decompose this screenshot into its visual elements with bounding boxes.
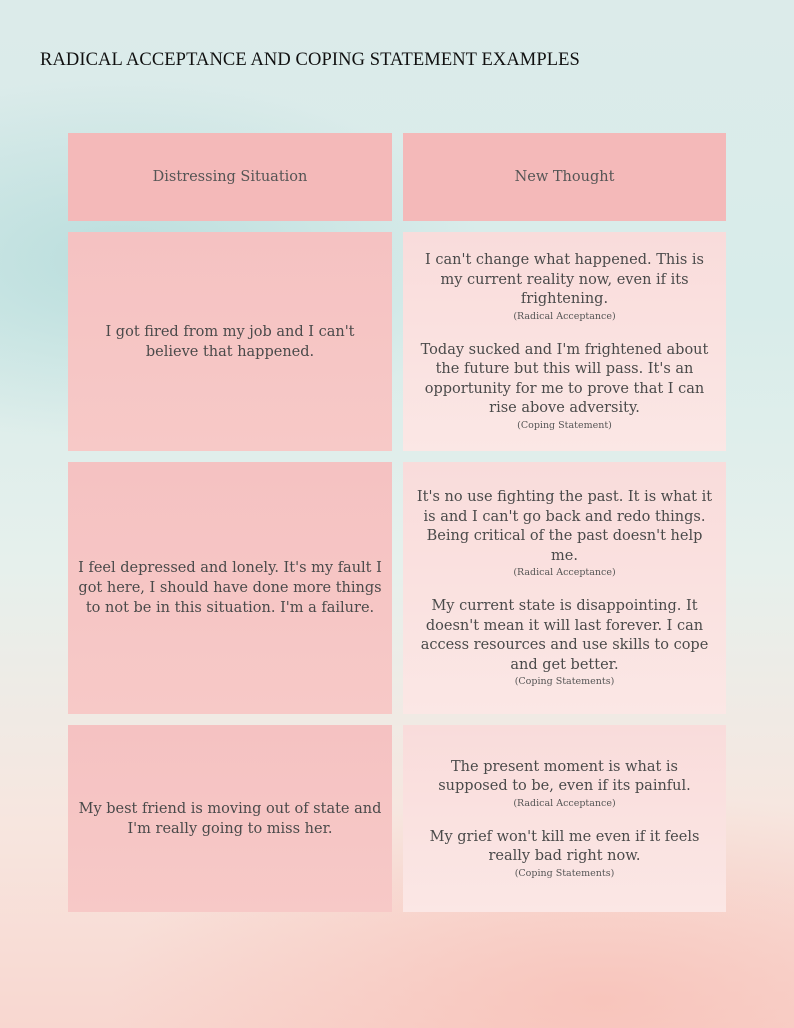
radical-acceptance-statement: It's no use fighting the past. It is what it is and I can't go back and redo things. Being critical of the past doesn't help me. (416, 489, 713, 564)
situation-text: I feel depressed and lonely. It's my fault I got here, I should have done more things to not be in this situation. I'm a failure. (78, 560, 382, 616)
coping-statement: Today sucked and I'm frightened about the future but this will pass. It's an opportunity for me to prove that I can rise above adversity. (420, 341, 709, 417)
statement-type-label: (Coping Statement) (517, 419, 612, 431)
situation-cell (68, 462, 392, 714)
page-title: RADICAL ACCEPTANCE AND COPING STATEMENT EXAMPLES (40, 50, 580, 70)
new-thought-cell (403, 462, 726, 714)
statement-type-label: (Coping Statements) (514, 676, 615, 687)
radical-acceptance-statement: I can't change what happened. This is my current reality now, even if its frightening. (425, 252, 704, 308)
situation-cell (68, 725, 392, 912)
radical-acceptance-statement: The present moment is what is supposed to be, even if its painful. (438, 758, 691, 794)
new-thought-cell (403, 232, 726, 451)
situation-text: My best friend is moving out of state and I'm really going to miss her. (78, 800, 382, 837)
header-distressing-situation: Distressing Situation (68, 133, 392, 221)
situation-cell (68, 232, 392, 451)
situation-text: I got fired from my job and I can't believe that happened. (105, 323, 355, 360)
statement-type-label: (Radical Acceptance) (513, 797, 616, 809)
coping-statement: My current state is disappointing. It doesn't mean it will last forever. I can access resources and use skills to cope and get better. (420, 598, 709, 673)
coping-statement: My grief won't kill me even if it feels really bad right now. (429, 828, 700, 864)
statement-type-label: (Radical Acceptance) (513, 310, 616, 322)
statement-type-label: (Radical Acceptance) (513, 567, 616, 578)
header-new-thought: New Thought (403, 133, 726, 221)
statement-type-label: (Coping Statements) (514, 867, 615, 879)
new-thought-cell (403, 725, 726, 912)
